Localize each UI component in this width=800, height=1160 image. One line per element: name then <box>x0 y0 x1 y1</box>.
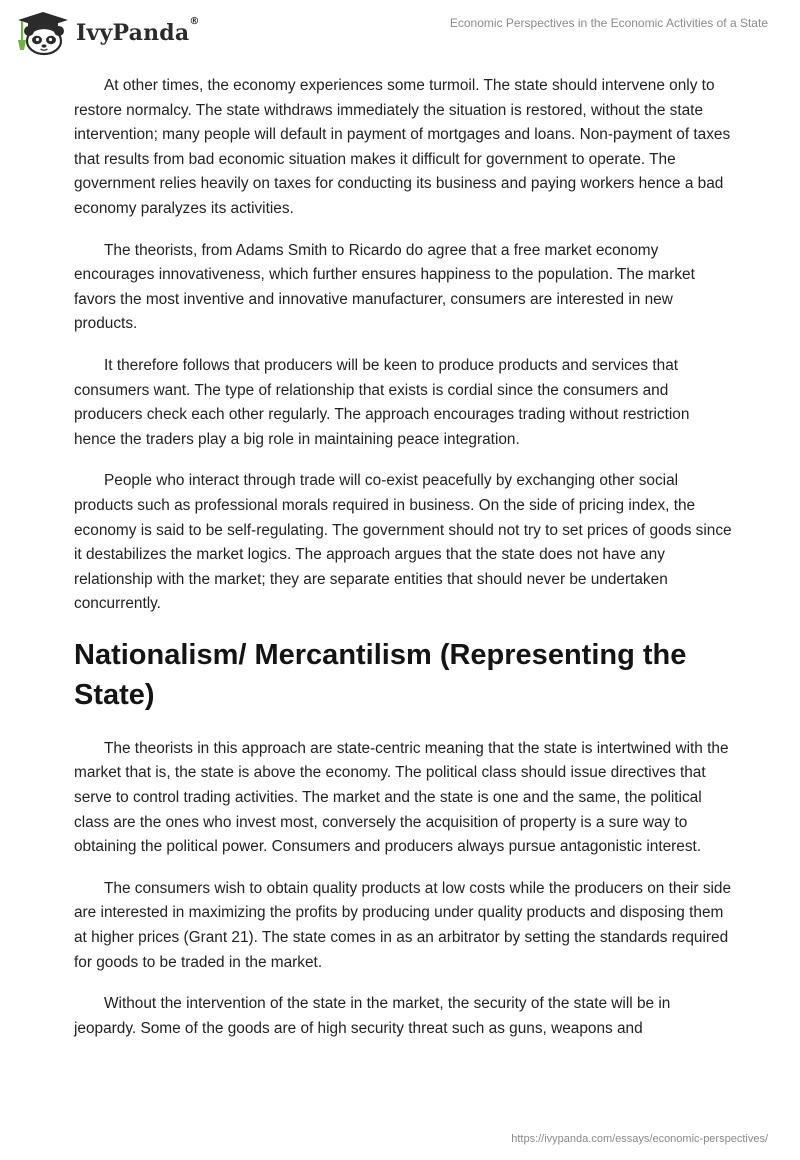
document-title: Economic Perspectives in the Economic Activities of a State <box>449 16 768 30</box>
ivypanda-logo[interactable] <box>14 10 200 56</box>
article-body <box>74 74 734 1058</box>
paragraph: Without the intervention of the state in the market, the security of the state will be in jeopardy. Some of the goods are of high security threat such as guns, weapons and <box>74 995 671 1037</box>
paragraph: The theorists, from Adams Smith to Ricardo do agree that a free market economy encourages innovativeness, which further ensures happiness to the population. The market favors the most inventive and innovative manufacturer, consumers are interested in new products. <box>74 241 695 333</box>
registered-mark: ® <box>189 16 200 27</box>
logo-wordmark: IvyPanda® <box>76 16 200 46</box>
page-header <box>0 0 800 70</box>
paragraph: The consumers wish to obtain quality products at low costs while the producers on their side are interested in maximizing the profits by producing under quality products and disposing them at higher prices (Grant 21). The state comes in as an arbitrator by setting the standards required for goods to be traded in the market. <box>74 879 732 971</box>
paragraph: It therefore follows that producers will be keen to produce products and services that consumers want. The type of relationship that exists is cordial since the consumers and producers check each other regularly. The approach encourages trading without restriction hence the traders play a big role in maintaining peace integration. <box>74 356 690 448</box>
paragraph: People who interact through trade will co-exist peacefully by exchanging other social products such as professional morals required in business. On the side of pricing index, the economy is said to be self-regulating. The government should not try to set prices of goods since it destabilizes the market logics. The approach argues that the state does not have any relationship with the market; they are separate entities that should never be undertaken concurrently. <box>74 472 732 613</box>
section-heading: Nationalism/ Mercantilism (Representing the State) <box>74 638 687 711</box>
paragraph: At other times, the economy experiences some turmoil. The state should intervene only to restore normalcy. The state withdraws immediately the situation is restored, without the state intervention; many people will default in payment of mortgages and loans. Non-payment of taxes that results from bad economic situation makes it difficult for government to operate. The government relies heavily on taxes for conducting its business and paying workers hence a bad economy paralyzes its activities. <box>74 77 731 217</box>
footer-source-url[interactable]: https://ivypanda.com/essays/economic-perspectives/ <box>511 1133 768 1145</box>
paragraph: The theorists in this approach are state-centric meaning that the state is intertwined with the market that is, the state is above the economy. The political class should issue directives that serve to control trading activities. The market and the state is one and the same, the political class are the ones who invest most, conversely the acquisition of property is a sure way to obtaining the political power. Consumers and producers always pursue antagonistic interest. <box>74 739 729 856</box>
panda-graduate-icon <box>14 10 72 56</box>
